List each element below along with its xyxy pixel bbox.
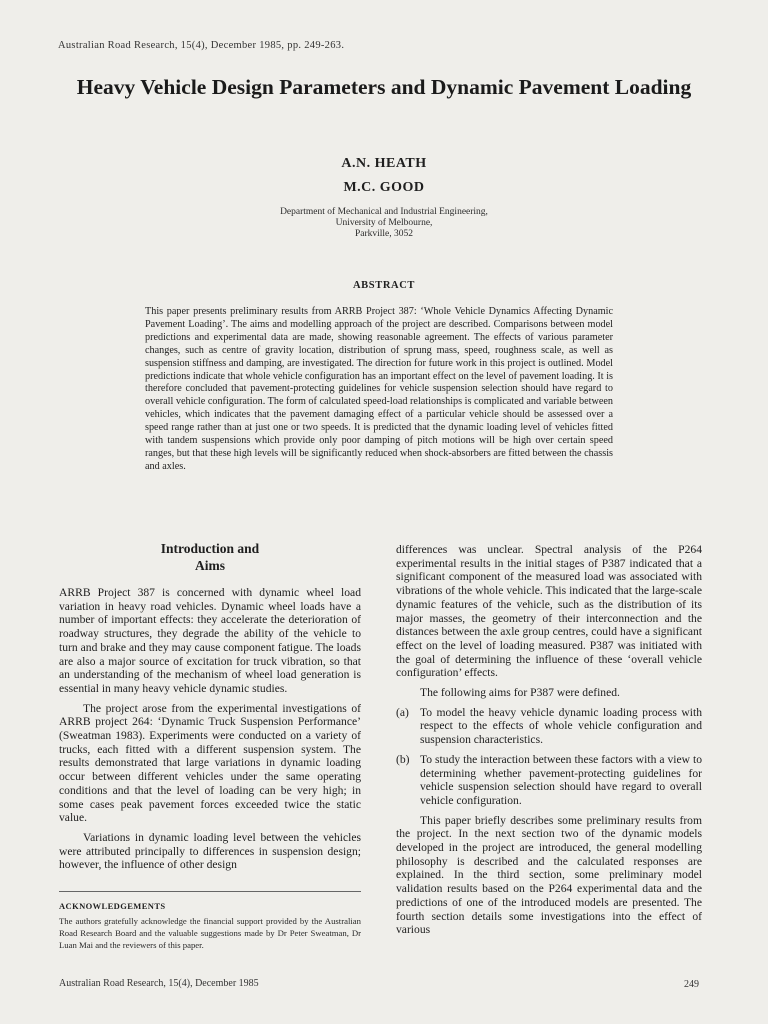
affiliation <box>0 207 768 240</box>
acknowledgements-text: The authors gratefully acknowledge the financial support provided by the Australian Road Research Board and the valuable suggestions made by Dr Peter Sweatman, Dr Luan Mai and the reviewers of this paper. <box>59 916 361 951</box>
right-paragraph-1: differences was unclear. Spectral analysis of the P264 experimental results in the initial stages of P387 indicated that a significant component of the measured load was associated with vibrations of the whole vehicle. This indicated that the large-scale dynamic features of the vehicle, such as the distribution of its major masses, the geometry of their interconnection and the distances between the axle group centres, could have a significant effect on the level of loading measured. P387 was initiated with the goal of determining the influence of these ‘overall vehicle configuration’ effects. <box>396 543 702 680</box>
aim-label-a: (a) <box>396 705 409 719</box>
section-heading <box>59 540 361 574</box>
right-paragraph-3: This paper briefly describes some preliminary results from the project. In the next section two of the dynamic models developed in the project are introduced, the general modelling philosophy is described and the calculated responses are explained. In the third section, some preliminary model validation results based on the P264 experimental data and the predictions of one of the introduced models are presented. The fourth section details some investigations into the effect of various <box>396 813 702 937</box>
acknowledgements-heading: ACKNOWLEDGEMENTS <box>59 901 166 911</box>
abstract-heading: ABSTRACT <box>353 280 415 291</box>
aim-item-b <box>396 753 702 808</box>
aim-text-b: To study the interaction between these factors with a view to determining whether pavement-protecting guidelines for vehicle suspension selection should have regard to overall vehicle configuration. <box>420 752 702 807</box>
aim-item-a <box>396 706 702 747</box>
section-heading-line-1: Introduction and <box>160 541 260 556</box>
paper-title: Heavy Vehicle Design Parameters and Dynamic Pavement Loading <box>76 75 692 99</box>
right-column <box>396 543 702 937</box>
left-paragraph-3: Variations in dynamic loading level between the vehicles were attributed principally to differences in suspension design; however, the influence of other design <box>59 830 361 872</box>
right-paragraph-2: The following aims for P387 were defined. <box>420 686 620 700</box>
author-2: M.C. GOOD <box>343 180 425 195</box>
running-head: Australian Road Research, 15(4), December 1985, pp. 249-263. <box>58 40 345 51</box>
affiliation-line-1: Department of Mechanical and Industrial Engineering, <box>280 207 488 217</box>
left-paragraph-2: The project arose from the experimental investigations of ARRB project 264: ‘Dynamic Truck Suspension Performance’ (Sweatman 1983). Experiments were conducted on a variety of trucks, each fitted with a different suspension system. The results demonstrated that large variations in dynamic loading occur between different vehicles under the same operating conditions and that the level of loading can be very high; in some cases peak pavement forces exceeded twice the static value. <box>59 701 361 825</box>
aim-text-a: To model the heavy vehicle dynamic loading process with respect to the effects of whole vehicle configuration and suspension characteristics. <box>420 705 702 747</box>
abstract-text: This paper presents preliminary results from ARRB Project 387: ‘Whole Vehicle Dynamics Affecting Dynamic Pavement Loading’. The aims and modelling approach of the project are described. Comparisons between model predictions and experimental data are made, showing reasonable agreement. The effects of various parameter changes, such as centre of gravity location, distribution of sprung mass, speed, roughness scale, as well as suspension stiffness and damping, are investigated. The direction for future work in this project is outlined. Model predictions indicate that whole vehicle configuration has an important effect on the level of pavement loading. It is therefore concluded that pavement-protecting guidelines for vehicle suspension selection should have regard to overall vehicle configuration. The form of calculated speed-load relationships is complicated and variable between vehicles, which indicates that the pavement damaging effect of a particular vehicle should be assessed over a speed range rather than at just one or two speeds. It is predicted that the dynamic loading level of vehicles fitted with tandem suspensions which provide only poor damping of pitch motions will be high over certain speed ranges, but that these high levels will be significantly reduced when shock-absorbers are fitted between the chassis and axles. <box>145 306 613 472</box>
left-paragraph-1: ARRB Project 387 is concerned with dynamic wheel load variation in heavy road vehicles. Dynamic wheel loads have a number of important effects: they accelerate the deterioration of roadway structures, they degrade the ability of the vehicle to turn and brake and they may cause component fatigue. The loads are also a major source of excitation for truck vibration, so that an understanding of the mechanism of wheel load generation is essential in many heavy vehicle dynamic studies. <box>59 586 361 695</box>
footnote-divider <box>59 891 361 892</box>
section-heading-line-2: Aims <box>195 558 225 573</box>
aim-label-b: (b) <box>396 752 410 766</box>
author-1: A.N. HEATH <box>341 156 427 171</box>
affiliation-line-2: University of Melbourne, <box>335 218 433 228</box>
footer-journal: Australian Road Research, 15(4), December 1985 <box>59 978 259 989</box>
left-column <box>59 540 361 872</box>
page-number: 249 <box>684 979 699 990</box>
affiliation-line-3: Parkville, 3052 <box>354 229 414 239</box>
